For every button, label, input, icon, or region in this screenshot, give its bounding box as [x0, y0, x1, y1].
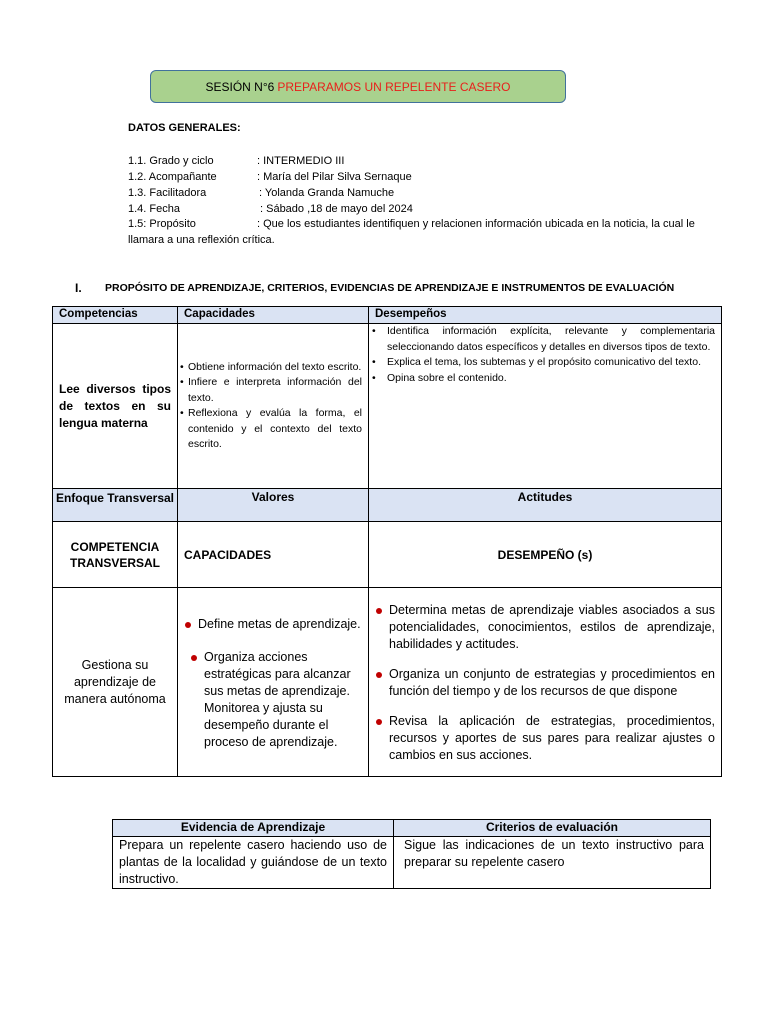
- header-capacidades: Capacidades: [177, 306, 369, 324]
- desempenos-cell: [368, 323, 722, 489]
- capacidades-transversal-cell: [177, 587, 369, 777]
- datos-value: : Sábado ,18 de mayo del 2024: [260, 203, 413, 215]
- datos-value: : María del Pilar Silva Sernaque: [257, 171, 412, 183]
- list-item: Define metas de aprendizaje.: [184, 616, 362, 633]
- header-competencia-transversal: [52, 521, 178, 588]
- datos-label: 1.5: Propósito: [128, 218, 196, 230]
- session-topic: PREPARAMOS UN REPELENTE CASERO: [277, 79, 511, 94]
- header-actitudes: Actitudes: [368, 488, 722, 522]
- datos-label: 1.4. Fecha: [128, 203, 180, 215]
- list-item: • Infiere e interpreta información del texto.: [180, 375, 362, 406]
- header-enfoque-transversal: Enfoque Transversal: [52, 488, 178, 522]
- header-competencia-transversal-text: COMPETENCIA TRANSVERSAL: [69, 539, 160, 570]
- header-competencias: Competencias: [52, 306, 178, 324]
- list-item: Organiza acciones estratégicas para alcanzar sus metas de aprendizaje. Monitorea y ajusta su desempeño durante el proceso de aprendizaje.: [190, 649, 362, 751]
- desempenos-list: [369, 324, 715, 386]
- datos-label: 1.1. Grado y ciclo: [128, 155, 214, 167]
- header-evidencia: Evidencia de Aprendizaje: [112, 819, 394, 837]
- desempenos-transversal-cell: [368, 587, 722, 777]
- competencia-transversal-cell: [52, 587, 178, 777]
- criterio-text: Sigue las indicaciones de un texto instructivo para preparar su repelente casero: [404, 838, 704, 869]
- evidencia-text: Prepara un repelente casero haciendo uso de plantas de la localidad y guiándose de un texto instructivo.: [119, 838, 387, 886]
- competencia-cell: [52, 323, 178, 489]
- session-title-box: [150, 70, 566, 103]
- header-capacidades-transversal: [177, 521, 369, 588]
- list-item: • Opina sobre el contenido.: [369, 371, 715, 387]
- header-criterios: Criterios de evaluación: [393, 819, 711, 837]
- list-item: • Obtiene información del texto escrito.: [180, 360, 362, 376]
- header-capacidades-transversal-text: CAPACIDADES: [184, 547, 272, 562]
- datos-generales-heading: DATOS GENERALES:: [128, 122, 241, 134]
- list-item: Organiza un conjunto de estrategias y procedimientos en función del tiempo y de los recursos de que dispone: [375, 666, 715, 700]
- list-item: • Explica el tema, los subtemas y el propósito comunicativo del texto.: [369, 355, 715, 371]
- evidencia-cell: [112, 836, 394, 889]
- section-number: I.: [75, 281, 82, 295]
- list-item: Revisa la aplicación de estrategias, procedimientos, recursos y aportes de sus pares para realizar ajustes o cambios en sus acciones.: [375, 713, 715, 764]
- capacidades-list: [180, 360, 362, 453]
- list-item: Determina metas de aprendizaje viables asociados a sus potencialidades, conocimientos, estilos de aprendizaje, habilidades y actitudes.: [375, 602, 715, 653]
- header-desempenos: Desempeños: [368, 306, 722, 324]
- datos-value: : Que los estudiantes identifiquen y relacionen información ubicada en la noticia, la cual le llamara a una reflexión crítica.: [128, 218, 695, 246]
- session-number: SESIÓN N°6: [205, 79, 275, 94]
- header-desempeno-transversal-text: DESEMPEÑO (s): [497, 547, 593, 562]
- datos-value: : INTERMEDIO III: [257, 155, 345, 167]
- datos-value: : Yolanda Granda Namuche: [259, 187, 395, 199]
- list-item: • Reflexiona y evalúa la forma, el contenido y el contexto del texto escrito.: [180, 406, 362, 453]
- capacidades-transversal-list: [184, 616, 362, 751]
- criterio-cell: [393, 836, 711, 889]
- capacidades-cell: [177, 323, 369, 489]
- list-item: • Identifica información explícita, relevante y complementaria seleccionando datos específicos y detalles en diversos tipos de texto.: [369, 324, 715, 355]
- datos-label: 1.3. Facilitadora: [128, 187, 207, 199]
- datos-item-proposito: [128, 217, 732, 248]
- competencia-transversal-text: Gestiona su aprendizaje de manera autónoma: [64, 657, 166, 706]
- header-desempeno-transversal: [368, 521, 722, 588]
- competencia-text: Lee diversos tipos de textos en su lengua materna: [59, 381, 171, 430]
- desempenos-transversal-list: [375, 602, 715, 764]
- header-valores: Valores: [177, 488, 369, 522]
- datos-label: 1.2. Acompañante: [128, 171, 217, 183]
- section-title: PROPÓSITO DE APRENDIZAJE, CRITERIOS, EVIDENCIAS DE APRENDIZAJE E INSTRUMENTOS DE EVALUACIÓN: [105, 282, 675, 294]
